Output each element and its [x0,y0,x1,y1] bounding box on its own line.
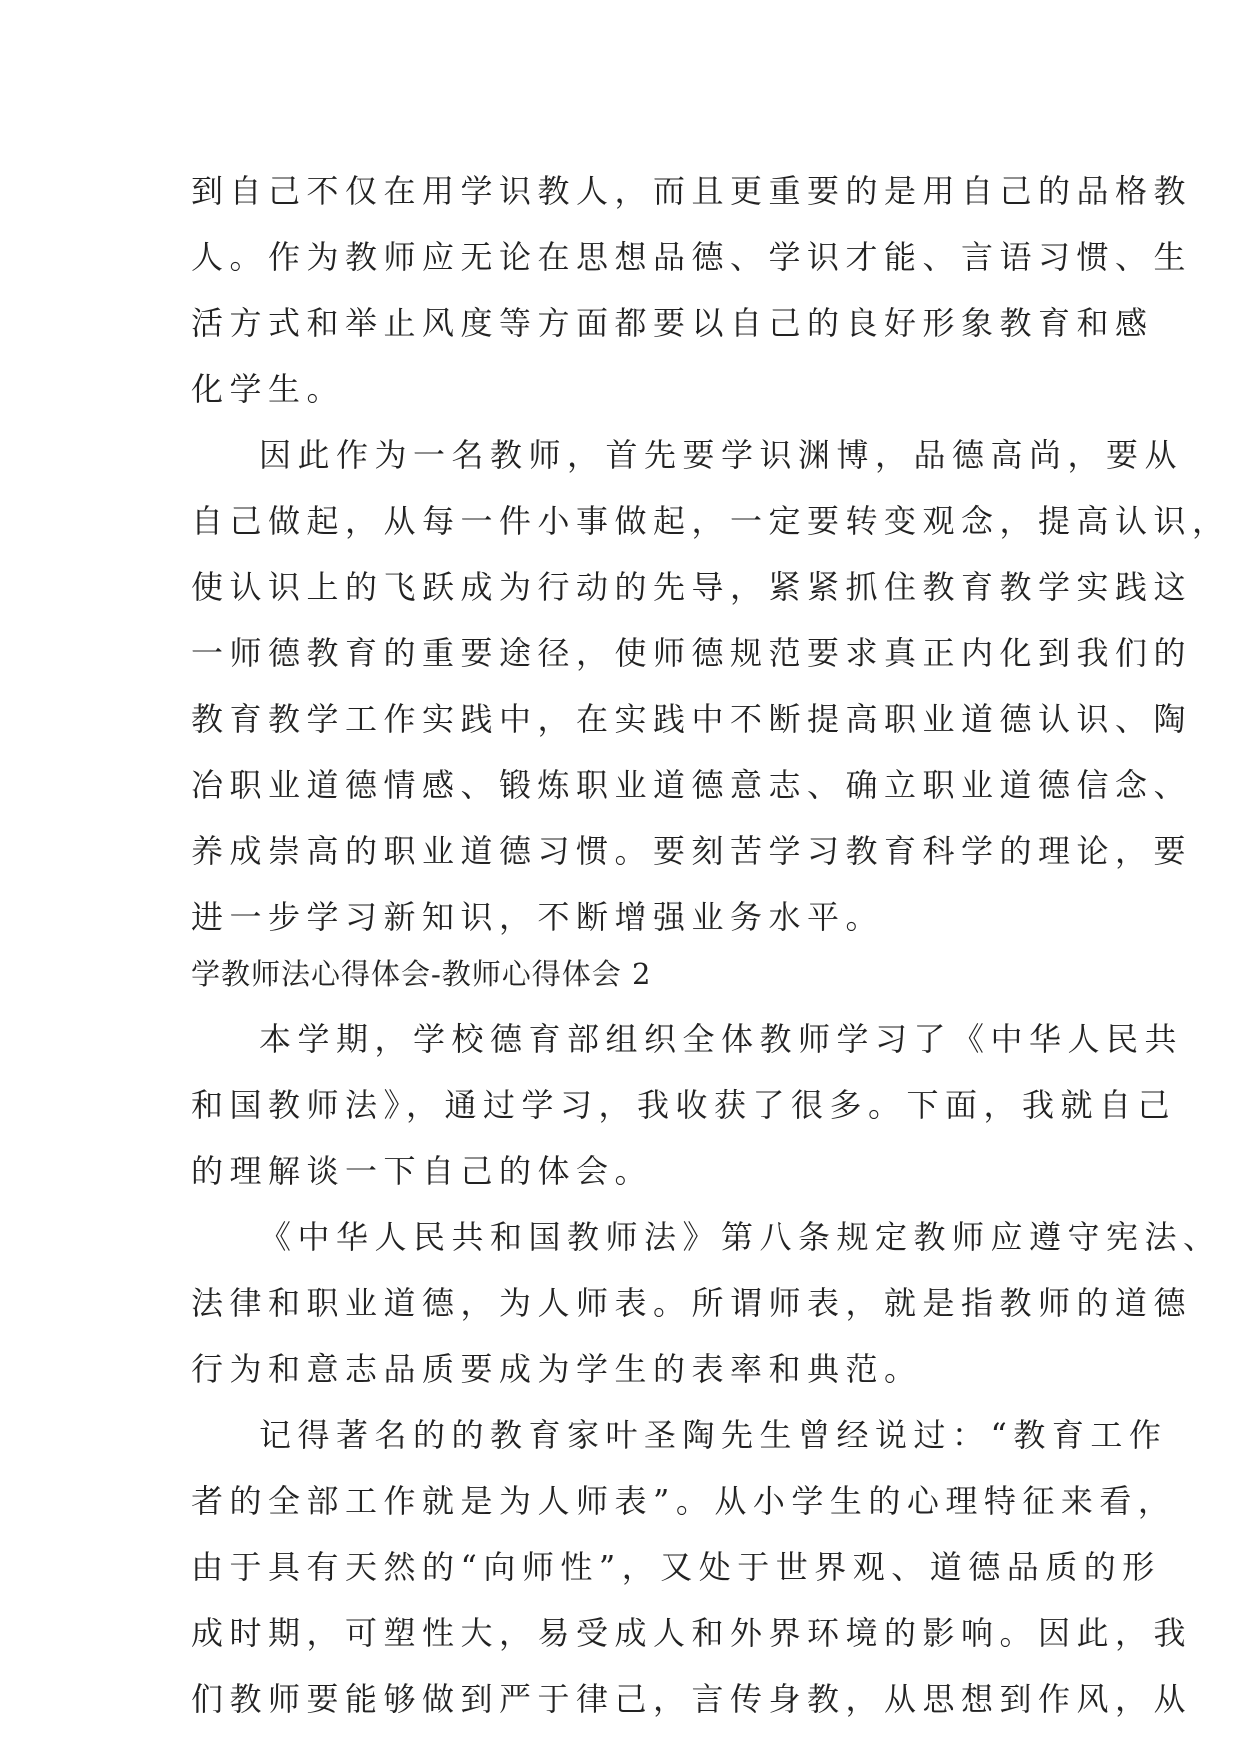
document-body [191,158,1231,1732]
text-line: 一师德教育的重要途径，使师德规范要求真正内化到我们的 [191,634,1193,672]
text-line: 《中华人民共和国教师法》第八条规定教师应遵守宪法、 [259,1218,1222,1256]
text-line: 养成崇高的职业道德习惯。要刻苦学习教育科学的理论，要 [191,832,1193,870]
paragraph-continuation [191,158,1193,422]
paragraph [191,1402,1193,1732]
text-line: 们教师要能够做到严于律己，言传身教，从思想到作风，从 [191,1680,1193,1718]
text-line: 的理解谈一下自己的体会。 [191,1152,654,1190]
text-line: 者的全部工作就是为人师表”。从小学生的心理特征来看， [191,1482,1177,1520]
text-line: 化学生。 [191,370,346,408]
text-line: 本学期，学校德育部组织全体教师学习了《中华人民共 [259,1020,1184,1058]
text-line: 由于具有天然的“向师性”，又处于世界观、道德品质的形 [191,1548,1161,1586]
paragraph [191,1204,1222,1402]
text-line: 法律和职业道德，为人师表。所谓师表，就是指教师的道德 [191,1284,1193,1322]
paragraph [191,422,1231,950]
text-line: 使认识上的飞跃成为行动的先导，紧紧抓住教育教学实践这 [191,568,1193,606]
text-line: 和国教师法》，通过学习，我收获了很多。下面，我就自己 [191,1086,1177,1124]
text-line: 教育教学工作实践中，在实践中不断提高职业道德认识、陶 [191,700,1193,738]
text-line: 冶职业道德情感、锻炼职业道德意志、确立职业道德信念、 [191,766,1193,804]
text-line: 行为和意志品质要成为学生的表率和典范。 [191,1350,923,1388]
text-line: 因此作为一名教师，首先要学识渊博，品德高尚，要从 [259,436,1184,474]
text-line: 成时期，可塑性大，易受成人和外界环境的影响。因此，我 [191,1614,1193,1652]
text-line: 到自己不仅在用学识教人，而且更重要的是用自己的品格教 [191,172,1193,210]
section-heading: 学教师法心得体会-教师心得体会 2 [191,957,652,991]
text-line: 人。作为教师应无论在思想品德、学识才能、言语习惯、生 [191,238,1193,276]
text-line: 活方式和举止风度等方面都要以自己的良好形象教育和感 [191,304,1154,342]
text-line: 自己做起，从每一件小事做起，一定要转变观念，提高认识， [191,502,1231,540]
paragraph [191,1006,1184,1204]
text-line: 进一步学习新知识，不断增强业务水平。 [191,898,885,936]
text-line: 记得著名的的教育家叶圣陶先生曾经说过：“教育工作 [259,1416,1168,1454]
